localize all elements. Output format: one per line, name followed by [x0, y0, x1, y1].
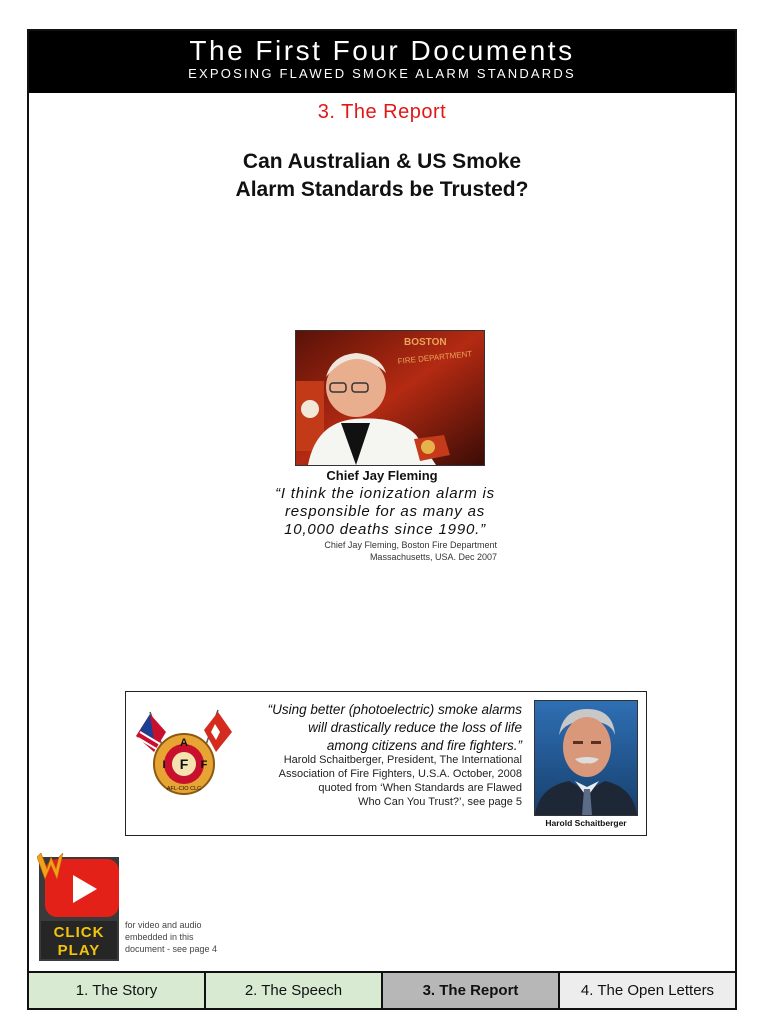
- fleming-quote-line-3: 10,000 deaths since 1990.”: [284, 521, 486, 538]
- fleming-quote: [261, 485, 509, 539]
- play-note-line-2: embedded in this: [125, 932, 194, 942]
- tab-label: 4. The Open Letters: [580, 982, 715, 999]
- fleming-name: Chief Jay Fleming: [326, 468, 438, 483]
- tab-label: 1. The Story: [75, 982, 158, 999]
- fleming-attribution: [257, 539, 497, 563]
- schaitberger-quote-box: [125, 691, 647, 836]
- tab-label: 2. The Speech: [244, 982, 343, 999]
- schaitberger-attribution-line-1: Harold Schaitberger, President, The International: [283, 754, 522, 766]
- schaitberger-attribution-line-4: Who Can You Trust?’, see page 5: [358, 796, 522, 808]
- schaitberger-photo: [534, 700, 638, 816]
- photo-boston-text: BOSTON: [404, 337, 447, 348]
- schaitberger-attribution-line-3: quoted from ‘When Standards are Flawed: [318, 782, 522, 794]
- schaitberger-quote-line-2: will drastically reduce the loss of life: [308, 720, 522, 735]
- fleming-attribution-line-2: Massachusetts, USA. Dec 2007: [369, 552, 497, 562]
- fleming-photo: [295, 330, 485, 466]
- iaff-logo: [132, 702, 236, 802]
- schaitberger-quote-line-1: “Using better (photoelectric) smoke alarms: [267, 702, 522, 717]
- tab-the-report[interactable]: [383, 973, 560, 1008]
- fleming-attribution-line-1: Chief Jay Fleming, Boston Fire Department: [324, 540, 497, 550]
- tab-the-open-letters[interactable]: [560, 973, 735, 1008]
- schaitberger-caption: Harold Schaitberger: [545, 818, 627, 828]
- header-banner: [29, 31, 735, 93]
- headline-line-1: Can Australian & US Smoke: [242, 150, 522, 173]
- photo-fire-dept-text: FIRE DEPARTMENT: [397, 349, 473, 366]
- play-label-line-1: CLICK: [53, 924, 105, 941]
- page-frame: [27, 29, 737, 1010]
- play-note-line-3: document - see page 4: [125, 944, 218, 954]
- logo-letter-i: I: [162, 759, 166, 771]
- tab-label: 3. The Report: [422, 982, 519, 999]
- schaitberger-attribution-line-2: Association of Fire Fighters, U.S.A. October, 2008: [278, 768, 522, 780]
- header-subtitle: EXPOSING FLAWED SMOKE ALARM STANDARDS: [188, 66, 576, 81]
- section-title: 3. The Report: [317, 101, 447, 123]
- schaitberger-attribution: [226, 753, 522, 809]
- play-note: [125, 919, 245, 955]
- play-note-line-1: for video and audio: [125, 920, 202, 930]
- click-play-button[interactable]: [37, 853, 121, 961]
- logo-letter-f: F: [179, 756, 189, 772]
- schaitberger-quote: [226, 701, 522, 755]
- document-tabs: [29, 971, 735, 1008]
- fleming-quote-line-1: “I think the ionization alarm is: [275, 485, 495, 502]
- tab-the-story[interactable]: [29, 973, 206, 1008]
- logo-ring-text: AFL-CIO CLC: [166, 786, 202, 792]
- page-headline: [29, 148, 735, 204]
- headline-line-2: Alarm Standards be Trusted?: [235, 178, 529, 201]
- fleming-quote-line-2: responsible for as many as: [284, 503, 486, 520]
- play-label-line-2: PLAY: [57, 942, 101, 959]
- header-title: The First Four Documents: [189, 35, 575, 66]
- tab-the-speech[interactable]: [206, 973, 383, 1008]
- schaitberger-quote-line-3: among citizens and fire fighters.”: [326, 738, 522, 753]
- logo-letter-f2: F: [200, 759, 208, 771]
- logo-letter-a: A: [180, 737, 188, 749]
